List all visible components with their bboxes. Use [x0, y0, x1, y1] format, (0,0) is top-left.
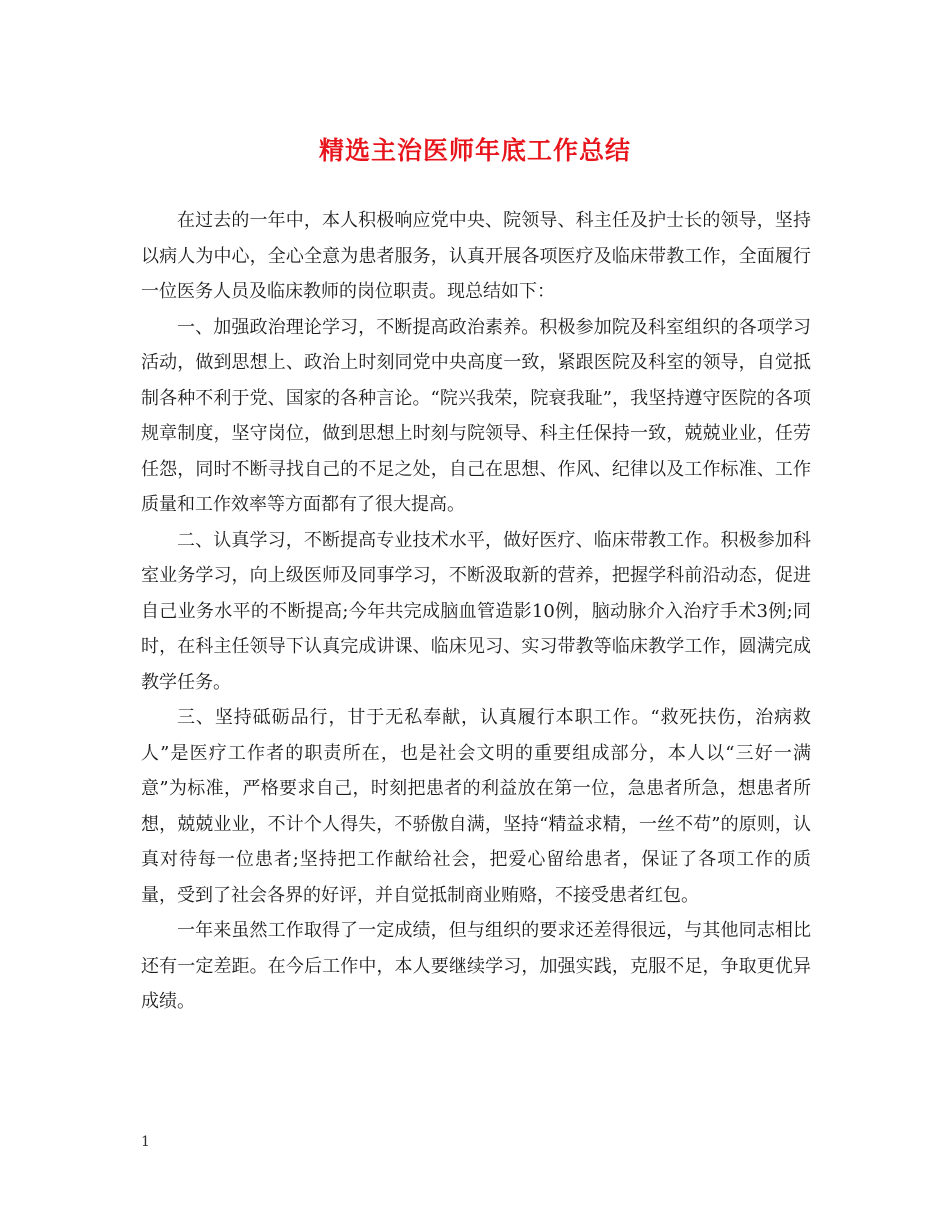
paragraph-intro: 在过去的一年中，本人积极响应党中央、院领导、科主任及护士长的领导，坚持以病人为中心，全心全意为患者服务，认真开展各项医疗及临床带教工作，全面履行一位医务人员及临床教师的岗位职责。现总结如下：: [141, 210, 811, 302]
document-body: [141, 203, 811, 1020]
paragraph-section-1: 一、加强政治理论学习，不断提高政治素养。积极参加院及科室组织的各项学习活动，做到思想上、政治上时刻同党中央高度一致，紧跟医院及科室的领导，自觉抵制各种不利于党、国家的各种言论。“院兴我荣，院衰我耻”，我坚持遵守医院的各项规章制度，坚守岗位，做到思想上时刻与院领导、科主任保持一致，兢兢业业，任劳任怨，同时不断寻找自己的不足之处，自己在思想、作风、纪律以及工作标准、工作质量和工作效率等方面都有了很大提高。: [141, 316, 811, 515]
paragraph-conclusion: 一年来虽然工作取得了一定成绩，但与组织的要求还差得很远，与其他同志相比还有一定差距。在今后工作中，本人要继续学习，加强实践，克服不足，争取更优异成绩。: [141, 920, 811, 1012]
document-title: 精选主治医师年底工作总结: [318, 136, 631, 165]
paragraph-section-2: 二、认真学习，不断提高专业技术水平，做好医疗、临床带教工作。积极参加科室业务学习，向上级医师及同事学习，不断汲取新的营养，把握学科前沿动态，促进自己业务水平的不断提高;今年共完成脑血管造影10例，脑动脉介入治疗手术3例;同时，在科主任领导下认真完成讲课、临床见习、实习带教等临床教学工作，圆满完成教学任务。: [141, 529, 811, 693]
paragraph-section-3: 三、坚持砥砺品行，甘于无私奉献，认真履行本职工作。“救死扶伤，治病救人”是医疗工作者的职责所在，也是社会文明的重要组成部分，本人以“三好一满意”为标准，严格要求自己，时刻把患者的利益放在第一位，急患者所急，想患者所想，兢兢业业，不计个人得失，不骄傲自满，坚持“精益求精，一丝不苟”的原则，认真对待每一位患者;坚持把工作献给社会，把爱心留给患者，保证了各项工作的质量，受到了社会各界的好评，并自觉抵制商业贿赂，不接受患者红包。: [141, 707, 811, 906]
page-number: 1: [141, 1134, 150, 1150]
